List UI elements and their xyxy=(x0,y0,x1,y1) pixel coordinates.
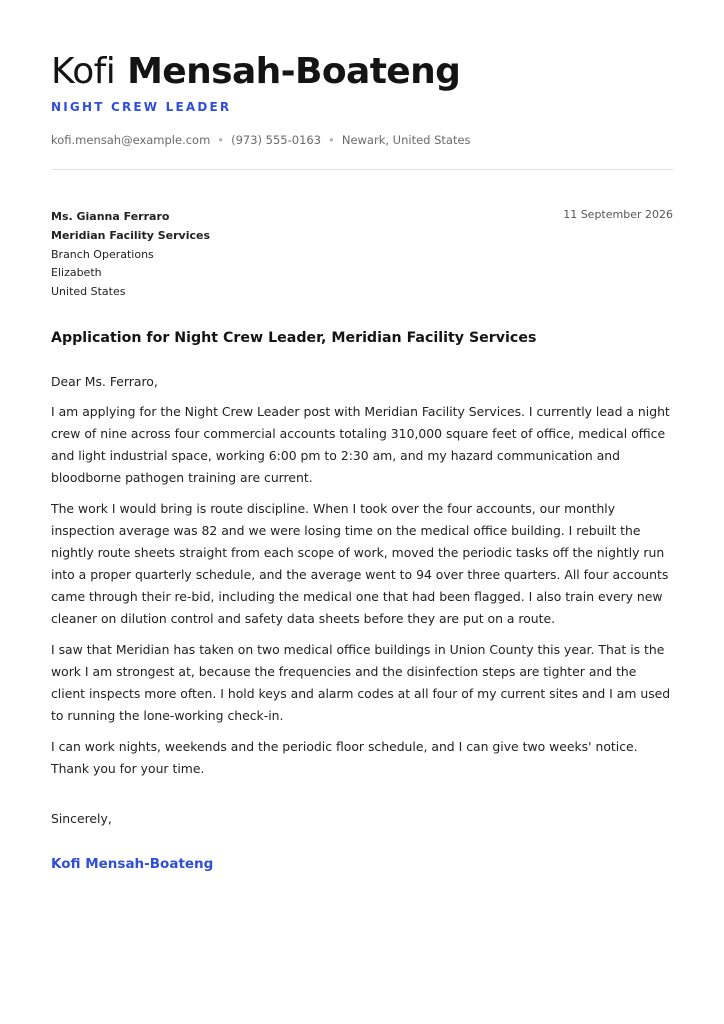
header-divider xyxy=(51,169,673,170)
greeting: Dear Ms. Ferraro, xyxy=(51,374,158,389)
body-paragraph: The work I would bring is route discipline. When I took over the four accounts, our monthly inspection average was 82 and we were losing time on the medical office building. I rebuilt the nightly route sheets straight from each scope of work, moved the periodic tasks off the nightly run into a proper quarterly schedule, and the average went to 94 over three quarters. All four accounts came through their re-bid, including the medical one that had been flagged. I also train every new cleaner on dilution control and safety data sheets before they are put on a route. xyxy=(51,501,669,626)
first-name: Kofi xyxy=(51,51,116,92)
phone: (973) 555-0163 xyxy=(231,133,322,147)
last-name: Mensah-Boateng xyxy=(127,51,461,92)
job-title: NIGHT CREW LEADER xyxy=(51,100,232,114)
recipient-city: Elizabeth xyxy=(51,266,102,280)
letter-subject: Application for Night Crew Leader, Meridian Facility Services xyxy=(51,330,537,346)
recipient-country: United States xyxy=(51,285,126,299)
letter-body xyxy=(51,371,673,789)
body-paragraph: I saw that Meridian has taken on two medical office buildings in Union County this year. That is the work I am strongest at, because the frequencies and the disinfection steps are tighter and the client inspects more often. I hold keys and alarm codes at all four of my current sites and I am used to running the lone-working check-in. xyxy=(51,642,671,723)
body-paragraph: I can work nights, weekends and the periodic floor schedule, and I can give two weeks' notice. Thank you for your time. xyxy=(51,739,638,776)
closing: Sincerely, xyxy=(51,811,112,826)
recipient-block xyxy=(51,208,210,302)
separator-dot: • xyxy=(328,133,335,147)
separator-dot: • xyxy=(217,133,225,147)
email: kofi.mensah@example.com xyxy=(51,133,211,147)
applicant-name xyxy=(51,52,460,92)
recipient-company: Meridian Facility Services xyxy=(51,228,210,242)
recipient-department: Branch Operations xyxy=(51,247,154,261)
body-paragraph: I am applying for the Night Crew Leader post with Meridian Facility Services. I currently lead a night crew of nine across four commercial accounts totaling 310,000 square feet of office, medical office and light industrial space, working 6:00 pm to 2:30 am, and my hazard communication and bloodborne pathogen training are current. xyxy=(51,404,670,485)
letter-date: 11 September 2026 xyxy=(563,208,673,221)
signature: Kofi Mensah-Boateng xyxy=(51,856,214,872)
location: Newark, United States xyxy=(341,133,471,147)
contact-line xyxy=(51,133,471,147)
recipient-name: Ms. Gianna Ferraro xyxy=(51,210,170,223)
